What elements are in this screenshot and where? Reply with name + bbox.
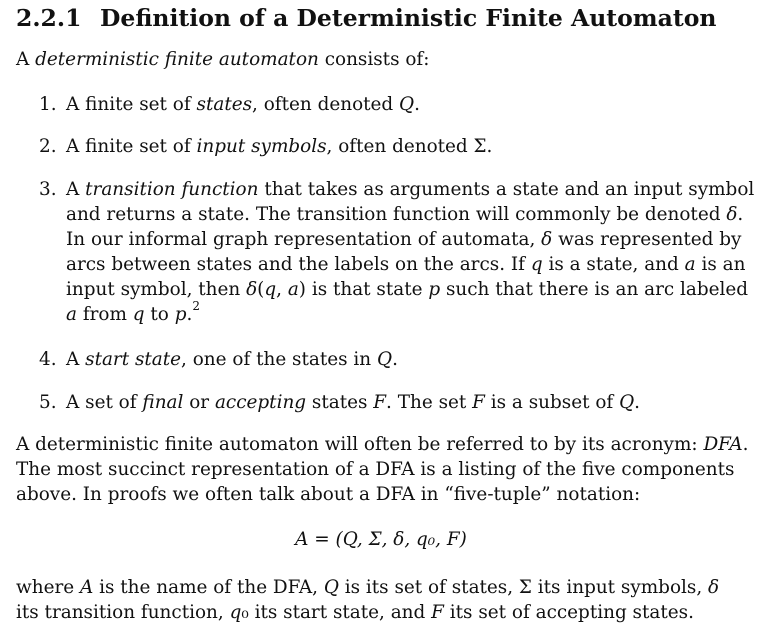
- math-symbol: q: [530, 254, 543, 275]
- text-line: A finite set of states, often denoted Q.: [66, 94, 420, 115]
- closing-paragraph: [16, 432, 756, 507]
- list-item-number: 2.: [39, 136, 57, 157]
- math-symbol: Q: [323, 577, 339, 598]
- list-item-text: [66, 177, 755, 327]
- math-symbol: δ: [726, 204, 738, 225]
- math-symbol: p: [428, 279, 441, 300]
- section-heading: [16, 4, 717, 32]
- text-line: A deterministic finite automaton will often be referred to by its acronym: DFA.: [16, 434, 749, 455]
- text-line: A start state, one of the states in Q.: [66, 349, 398, 370]
- intro-pre: A: [16, 49, 36, 70]
- list-item-text: [66, 92, 747, 117]
- math-symbol: δ: [246, 279, 258, 300]
- text-line: its transition function, q₀ its start state, and F its set of accepting states.: [16, 602, 694, 623]
- math-symbol: F: [472, 392, 485, 413]
- list-item-number: 3.: [39, 179, 57, 200]
- math-symbol: a: [684, 254, 696, 275]
- math-symbol: Q: [399, 94, 415, 115]
- text-line: a from q to p.$^2$: [66, 298, 200, 325]
- intro-term: deterministic finite automaton: [35, 49, 319, 70]
- text-line: A finite set of input symbols, often denoted Σ.: [66, 136, 493, 157]
- list-item-text: [66, 390, 747, 415]
- text-line: above. In proofs we often talk about a DFA in “five-tuple” notation:: [16, 484, 641, 505]
- math-symbol: A: [80, 577, 94, 598]
- list-item-number: 4.: [39, 349, 57, 370]
- emphasized-term: start state: [85, 349, 182, 370]
- text-line: where A is the name of the DFA, Q is its set of states, Σ its input symbols, δ: [16, 577, 720, 598]
- text-line: A transition function that takes as arguments a state and an input symbol: [66, 179, 755, 200]
- final-paragraph: [16, 575, 756, 625]
- math-symbol: a: [287, 279, 299, 300]
- emphasized-term: transition function: [85, 179, 259, 200]
- intro-paragraph: [16, 47, 429, 72]
- list-item-text: [66, 134, 747, 159]
- emphasized-term: DFA: [703, 434, 743, 455]
- math-symbol: q: [132, 304, 145, 325]
- intro-post: consists of:: [318, 49, 430, 70]
- text-line: The most succinct representation of a DFA is a listing of the five components: [16, 459, 735, 480]
- emphasized-term: states: [196, 94, 253, 115]
- emphasized-term: final: [142, 392, 184, 413]
- math-symbol: q: [264, 279, 277, 300]
- math-symbol: δ: [708, 577, 720, 598]
- text-line: input symbol, then δ(q, a) is that state p such that there is an arc labeled: [66, 279, 749, 300]
- math-symbol: F: [373, 392, 387, 413]
- text-line: and returns a state. The transition function will commonly be denoted δ.: [66, 204, 744, 225]
- math-symbol: Q: [619, 392, 635, 413]
- math-symbol: Q: [376, 349, 393, 370]
- text-line: A set of final or accepting states F. The set F is a subset of Q.: [66, 392, 640, 413]
- section-title: Definition of a Deterministic Finite Automaton: [100, 4, 717, 32]
- list-item-text: [66, 347, 747, 372]
- text-line: arcs between states and the labels on the arcs. If q is a state, and a is an: [66, 254, 746, 275]
- math-symbol: a: [66, 304, 77, 325]
- text-line: In our informal graph representation of automata, δ was represented by: [66, 229, 742, 250]
- list-item-number: 1.: [39, 94, 57, 115]
- list-item-number: 5.: [39, 392, 57, 413]
- math-symbol: p: [174, 304, 187, 325]
- math-symbol: F: [431, 602, 444, 623]
- emphasized-term: input symbols: [196, 136, 327, 157]
- five-tuple-equation: A = (Q, Σ, δ, q₀, F): [295, 529, 467, 550]
- footnote-marker: 2: [192, 298, 200, 313]
- section-number: 2.2.1: [16, 4, 82, 32]
- math-symbol: δ: [541, 229, 553, 250]
- math-symbol: q: [229, 602, 242, 623]
- emphasized-term: accepting: [214, 392, 307, 413]
